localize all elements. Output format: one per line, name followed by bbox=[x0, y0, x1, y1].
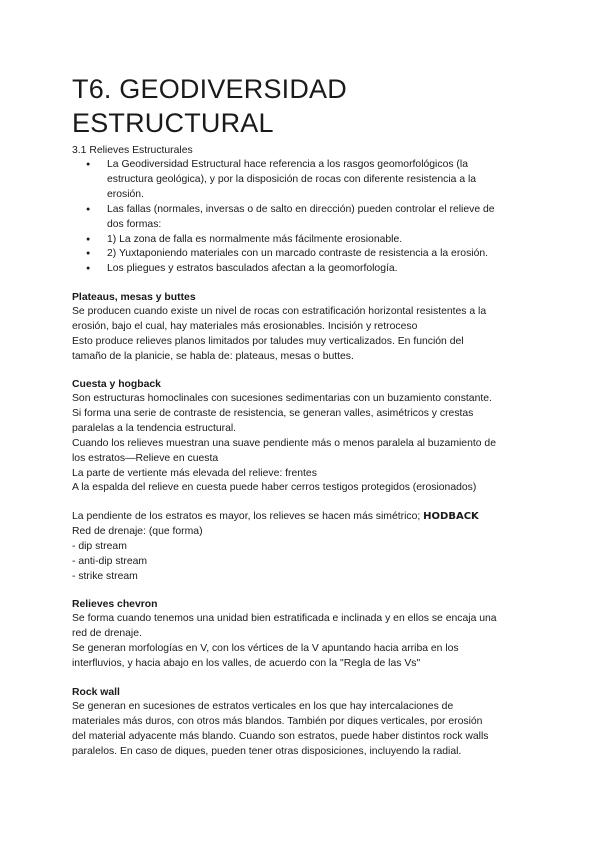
list-item: ● La Geodiversidad Estructural hace referencia a los rasgos geomorfológicos (la estructura geológica), y por la disposición de rocas con diferente resistencia a la erosión. bbox=[86, 158, 526, 203]
list-item: ● 2) Yuxtaponiendo materiales con un marcado contraste de resistencia a la erosión. bbox=[86, 247, 526, 262]
section-body-rockwall: Se generan en sucesiones de estratos verticales en los que hay intercalaciones de materiales más duros, con otros más blandos. También por diques verticales, por erosión del material adyacente más blando. Cuando son estratos, puede haber distintos rock walls paralelos. En caso de diques, pueden tener otras disposiciones, incluyendo la radial. bbox=[72, 701, 489, 757]
hogback-term: HODBACK bbox=[423, 511, 479, 522]
bullet-list bbox=[86, 158, 526, 277]
list-item: ● Los pliegues y estratos basculados afectan a la geomorfología. bbox=[86, 262, 526, 277]
list-item: ● Las fallas (normales, inversas o de salto en dirección) pueden controlar el relieve de dos formas: bbox=[86, 203, 526, 233]
hogback-paragraph: La pendiente de los estratos es mayor, los relieves se hacen más simétrico; HODBACK Red de drenaje: (que forma) - dip stream - anti-dip stream - strike stream bbox=[72, 511, 479, 582]
subsection-heading: 3.1 Relieves Estructurales bbox=[72, 145, 193, 156]
list-item: ● 1) La zona de falla es normalmente más fácilmente erosionable. bbox=[86, 233, 526, 248]
section-body-plateaus: Se producen cuando existe un nivel de rocas con estratificación horizontal resistentes a la erosión, bajo el cual, hay materiales más erosionables. Incisión y retroceso Esto produce relieves planos limitados por taludes muy verticalizados. En función del tamaño de la planicie, se habla de: plateaus, mesas o buttes. bbox=[72, 306, 487, 362]
page-title bbox=[72, 72, 347, 140]
section-heading-chevron: Relieves chevron bbox=[72, 599, 158, 610]
section-heading-plateaus: Plateaus, mesas y buttes bbox=[72, 292, 196, 303]
title-line: T6. GEODIVERSIDAD bbox=[72, 74, 347, 104]
section-heading-rockwall: Rock wall bbox=[72, 687, 120, 698]
title-line: ESTRUCTURAL bbox=[72, 108, 274, 138]
section-heading-cuesta: Cuesta y hogback bbox=[72, 379, 161, 390]
section-body-cuesta: Son estructuras homoclinales con sucesiones sedimentarias con un buzamiento constante. Si forma una serie de contraste de resistencia, se generan valles, asimétricos y crestas paralelas a la tendencia estructural. Cuando los relieves muestran una suave pendiente más o menos paralela al buzamiento de los estratos—Relieve en cuesta La parte de vertiente más elevada del relieve: frentes A la espalda del relieve en cuesta puede haber cerros testigos protegidos (erosionados) bbox=[72, 393, 496, 494]
section-body-chevron: Se forma cuando tenemos una unidad bien estratificada e inclinada y en ellos se encaja una red de drenaje. Se generan morfologías en V, con los vértices de la V apuntando hacia arriba en los interfluvios, y hacia abajo en los valles, de acuerdo con la "Regla de las Vs" bbox=[72, 613, 497, 669]
